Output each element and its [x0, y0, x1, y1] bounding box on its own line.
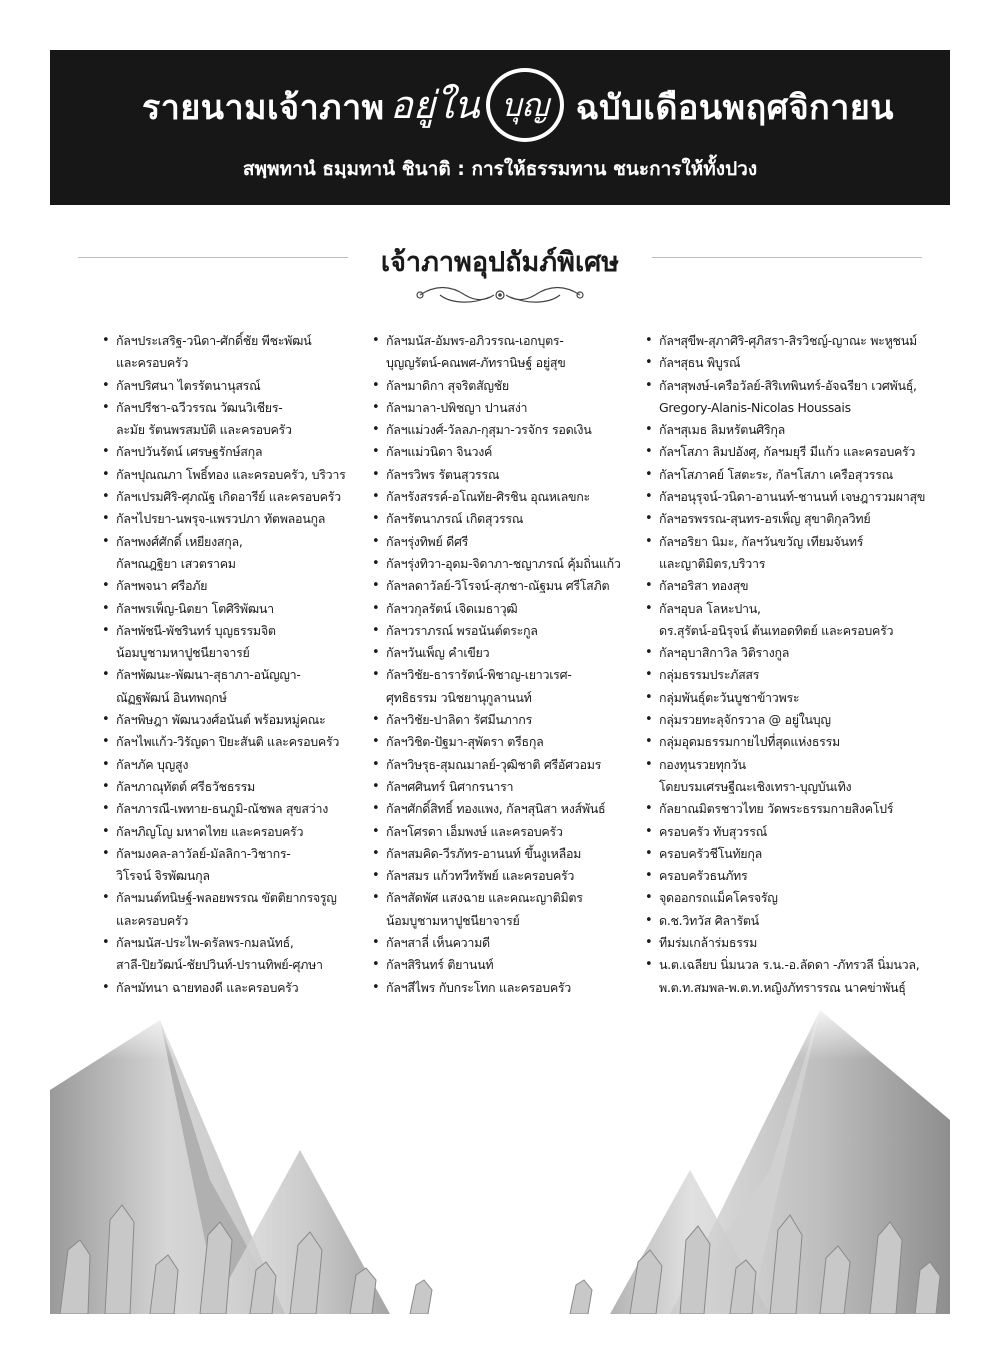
logo: [378, 64, 588, 144]
donor-entry-line: • กัลฯสมร แก้วทวีทรัพย์ และครอบครัว: [386, 868, 575, 884]
donor-entry-line: • กัลฯพัฒนะ-พัฒนา-สุธาภา-อนัญญา-: [116, 667, 301, 683]
donor-entry: [372, 887, 640, 932]
donor-entry-line: • กัลฯสุพงษ์-เครือวัลย์-สิริเทพินทร์-อัจฉรียา เวศพันธุ์,: [659, 377, 917, 393]
donor-entry: [372, 843, 640, 865]
donor-entry: [645, 664, 955, 686]
donor-entry: [645, 531, 955, 576]
donor-entry: [372, 375, 640, 397]
donor-entry-line: พ.ต.ท.สมพล-พ.ต.ท.หญิงภัทรารรณ นาคข่าพันธุ์: [659, 979, 906, 995]
donor-entry-line: • กัลฯโสภาคย์ โสตะระ, กัลฯโสภา เครือสุวรรณ: [659, 466, 893, 482]
donor-entry-line: • กองทุนรวยทุกวัน: [659, 756, 746, 772]
donor-entry: [102, 664, 364, 709]
donor-entry-line: • ด.ช.วิทวัส ศิลารัตน์: [659, 912, 759, 928]
donor-entry-line: • กัลฯสิรินทร์ ติยานนท์: [386, 957, 494, 973]
donor-entry-line: • กัลฯสุธน พิบูรณ์: [659, 355, 741, 371]
donor-entry-line: • ครอบครัว ทับสุวรรณ์: [659, 823, 767, 839]
donor-entry-line: • กัลฯสาลี่ เห็นความดี: [386, 935, 490, 951]
donor-entry-line: • กัลฯอรพรรณ-สุนทร-อรเพ็ญ สุขาติกุลวิทย์: [659, 511, 871, 527]
donor-entry-line: • ครอบครัวธนภัทร: [659, 868, 748, 884]
donor-entry-line: • กัลฯสุเมธ ลิมหรัตนศิริกุล: [659, 422, 785, 438]
donor-entry-line: น้อมบูชามหาปูชนียาจารย์: [116, 645, 250, 661]
donor-entry: [102, 330, 364, 375]
donor-entry-line: กัลฯณฎฐิยา เสวตราคม: [116, 555, 236, 571]
donor-entry: [372, 798, 640, 820]
donor-entry-line: • กัลฯวิชิต-ปัฐมา-สุพัตรา ตรีธกุล: [386, 734, 544, 750]
donor-entry-line: • กัลฯพรเพ็ญ-นิตยา โตศิริพัฒนา: [116, 600, 274, 616]
donor-entry: [645, 352, 955, 374]
donor-entry: [102, 887, 364, 932]
donor-entry-line: • กัลฯศศินทร์ นิศากรนารา: [386, 778, 514, 794]
donor-entry-line: • กัลฯสมคิด-วีรภัทร-อานนท์ ขึ้นงูเหลือม: [386, 845, 582, 861]
donor-entry: [645, 821, 955, 843]
donor-entry-line: • กัลฯปรีชา-ฉวีวรรณ วัฒนวิเชียร-: [116, 399, 283, 415]
donor-entry: [645, 486, 955, 508]
donor-entry-line: • กัลฯพงศ์ศักดิ์ เหยียงสกุล,: [116, 533, 243, 549]
donor-entry-line: • กัลฯรังสรรค์-อโณทัย-ศิรชิน อุณหเลขกะ: [386, 489, 590, 505]
donor-entry-line: • ทีมร่มเกล้าร่มธรรม: [659, 935, 758, 951]
donor-list-column-3: [645, 330, 955, 999]
donor-entry: [372, 664, 640, 709]
donor-entry-line: • กัลฯสีไพร กับกระโทก และครอบครัว: [386, 979, 572, 995]
donor-entry: [645, 865, 955, 887]
donor-entry-line: • กัลฯสุขีพ-สุภาศิริ-ศุภิสรา-สิรวิชญ์-ญาณะ พะหูชนม์: [659, 333, 917, 348]
donor-entry-line: • กัลฯรุ่งทิพย์ ดีศรี: [386, 533, 469, 549]
donor-entry-line: • กัลฯอริสา ทองสุข: [659, 578, 749, 594]
donor-entry-line: • กัลฯสัดพัศ แสงฉาย และคณะญาติมิตร: [386, 890, 583, 906]
donor-entry-line: • กัลฯศักดิ์สิทธิ์ ทองแพง, กัลฯสุนิสา หงส์พันธ์: [386, 801, 606, 817]
donor-entry-line: • กัลฯไปรยา-นพรุจ-แพรวปภา ทัตพลอนกูล: [116, 511, 326, 527]
donor-entry: [372, 754, 640, 776]
donor-entry: [645, 910, 955, 932]
donor-entry: [372, 486, 640, 508]
donor-entry: [372, 642, 640, 664]
donor-entry: [102, 843, 364, 888]
donor-entry-line: ดร.สุรัตน์-อนิรุจน์ ต้นเทอดทิตย์ และครอบครัว: [659, 622, 894, 638]
donor-entry: [102, 508, 364, 530]
donor-entry: [372, 598, 640, 620]
donor-entry: [372, 508, 640, 530]
donor-entry-line: • กัลฯมนัส-ประไพ-ดรัลพร-กมลนัทธ์,: [116, 935, 294, 951]
donor-entry-line: • กลุ่มรวยทะลุจักรวาล @ อยู่ในบุญ: [659, 712, 831, 728]
donor-entry-line: ณัฏฐพัฒน์ อินทพฤกษ์: [116, 689, 227, 705]
donor-entry-line: • กัลฯแม่วงศ์-วัลลภ-กุสุมา-วรจักร รอดเงิน: [386, 422, 592, 438]
donor-entry: [372, 932, 640, 954]
header-banner: [50, 50, 950, 205]
donor-entry: [645, 330, 955, 352]
donor-entry-line: • กัลฯประเสริฐ-วนิดา-ศักดิ์ชัย พีชะพัฒน์: [116, 333, 312, 348]
donor-entry: [372, 553, 640, 575]
donor-entry-line: ศุทธิธรรม วนิชยานุกูลานนท์: [386, 689, 532, 705]
donor-entry: [102, 486, 364, 508]
donor-entry: [102, 776, 364, 798]
donor-entry: [372, 620, 640, 642]
donor-entry-line: • กัลฯปริศนา ไตรรัตนานุสรณ์: [116, 377, 261, 393]
donor-entry: [645, 798, 955, 820]
donor-entry: [102, 932, 364, 977]
donor-entry: [102, 977, 364, 999]
donor-entry: [645, 843, 955, 865]
logo-text: อยู่ใน: [390, 83, 480, 127]
donor-entry: [372, 977, 640, 999]
donor-entry-line: • กัลฯพิษฎา พัฒนวงศ์อนันต์ พร้อมหมู่คณะ: [116, 712, 326, 728]
donor-entry-line: • กัลฯภาณุทัตต์ ศรีธวัชธรรม: [116, 778, 255, 794]
donor-entry-line: • กัลฯรุ่งทิวา-อุดม-จิดาภา-ชญาภรณ์ คุ้มถิ่นแก้ว: [386, 555, 621, 571]
donor-entry-line: • กัลฯวันเพ็ญ คำเขียว: [386, 645, 490, 661]
donor-entry: [645, 687, 955, 709]
donor-entry: [645, 731, 955, 753]
crystal-pyramids-scenery-icon: [50, 1000, 950, 1314]
logo-circle-text: บุญ: [501, 85, 549, 124]
donor-entry-line: • กัลฯภัค บุญสูง: [116, 756, 189, 772]
donor-entry-line: วิโรจน์ จิรพัฒนกุล: [116, 868, 210, 884]
donor-entry: [102, 531, 364, 576]
header-title-left: รายนามเจ้าภาพ: [142, 88, 385, 128]
donor-entry-line: • กัลฯมาดิกา สุจริตสัญชัย: [386, 377, 509, 393]
donor-entry-line: • กัลฯแม่วนิดา จินวงค์: [386, 444, 493, 460]
donor-entry-line: • กัลฯมนต์ทนิษฐ์-พลอยพรรณ ขัตติยากรจรูญ: [116, 890, 337, 906]
donor-entry-line: โดยบรมเศรษฐีณะเชิงเทรา-บุญบันเทิง: [659, 778, 852, 794]
donor-entry: [372, 397, 640, 419]
donor-entry: [102, 821, 364, 843]
donor-entry-line: • น.ต.เฉลียบ นิ่มนวล ร.น.-อ.ลัดดา -ภัทรวลี นิ่มนวล,: [659, 957, 920, 973]
donor-entry: [372, 731, 640, 753]
donor-entry: [372, 821, 640, 843]
donor-entry: [102, 464, 364, 486]
donor-entry-line: • กัลฯวิชัย-ปาลิดา รัศมีนภากร: [386, 712, 532, 728]
donor-entry: [645, 375, 955, 420]
donor-entry: [372, 464, 640, 486]
donor-entry-line: • กลุ่มธรรมประภัสสร: [659, 667, 760, 683]
donor-entry-line: • กัลฯมัทนา ฉายทองดี และครอบครัว: [116, 979, 299, 995]
donor-entry: [372, 575, 640, 597]
donor-entry: [102, 575, 364, 597]
donor-list-column-1: [102, 330, 364, 999]
donor-entry: [645, 464, 955, 486]
donor-entry-line: • กัลฯปวันรัตน์ เศรษฐรักษ์สกุล: [116, 444, 263, 460]
donor-entry-line: • กัลฯภารณี-เพทาย-ธนภูมิ-ณัชพล สุขสว่าง: [116, 801, 328, 817]
donor-entry: [645, 575, 955, 597]
header-subtitle: สพฺพทานํ ธมฺมทานํ ชินาติ : การให้ธรรมทาน ชนะการให้ทั้งปวง: [242, 158, 758, 180]
donor-entry: [645, 508, 955, 530]
donor-entry: [645, 709, 955, 731]
donor-entry-line: • กัลฯอริยา นิมะ, กัลฯวันขวัญ เทียมจันทร์: [659, 533, 864, 549]
donor-entry-line: • กัลฯไพแก้ว-วิรัญดา ปิยะสันติ และครอบครัว: [116, 734, 340, 750]
donor-entry-line: • กัลฯภิญโญ มหาดไทย และครอบครัว: [116, 823, 304, 839]
donor-entry: [645, 954, 955, 999]
section-title: เจ้าภาพอุปถัมภ์พิเศษ: [380, 247, 620, 278]
donor-entry: [102, 441, 364, 463]
donor-entry: [102, 375, 364, 397]
donor-entry-line: บุญญรัตน์-คณพศ-ภัทรานิษฐ์ อยู่สุข: [386, 355, 566, 371]
donor-entry-line: • จุดออกรถแม็คโครจรัญ: [659, 890, 778, 906]
donor-entry-line: • กัลฯมนัส-อัมพร-อภิวรรณ-เอกบุตร-: [386, 333, 564, 348]
donor-entry-line: และญาติมิตร,บริวาร: [659, 555, 766, 571]
donor-entry: [372, 776, 640, 798]
donor-entry: [645, 598, 955, 643]
donor-entry-line: • กัลฯรัตนาภรณ์ เกิดสุวรรณ: [386, 511, 524, 527]
scroll-flourish-icon: [410, 283, 590, 307]
donor-entry-line: • กัลฯโสภา ลิมปอังศุ, กัลฯมยุรี มีแก้ว และครอบครัว: [659, 444, 916, 460]
donor-entry: [645, 887, 955, 909]
donor-entry: [102, 397, 364, 442]
donor-entry: [102, 709, 364, 731]
donor-list-column-2: [372, 330, 640, 999]
donor-entry: [372, 865, 640, 887]
donor-entry-line: • กัลฯมงคล-ลาวัลย์-มัลลิกา-วิชากร-: [116, 845, 291, 861]
donor-entry: [645, 642, 955, 664]
donor-entry-line: • กัลฯพัชนี-พัชรินทร์ บุญธรรมจิต: [116, 622, 276, 638]
donor-entry: [645, 441, 955, 463]
donor-entry-line: • กัลฯปุณณภา โพธิ์ทอง และครอบครัว, บริวาร: [116, 466, 346, 482]
donor-entry-line: • กัลฯวกุลรัตน์ เจิดเมธาวุฒิ: [386, 600, 518, 616]
donor-entry: [645, 754, 955, 799]
donor-entry: [102, 620, 364, 665]
section-divider-right: [652, 257, 922, 258]
donor-entry-line: • กัลฯวิษรุธ-สุมณมาลย์-วุฒิชาติ ศรีอัศวอมร: [386, 756, 602, 772]
donor-entry-line: • กัลฯอุบล โลหะปาน,: [659, 600, 761, 616]
donor-entry-line: • กลุ่มพันธุ์ตะวันบูชาข้าวพระ: [659, 689, 800, 705]
donor-entry: [102, 754, 364, 776]
donor-entry-line: สาลี-ปิยวัฒน์-ชัยปวินท์-ปรานทิพย์-ศุภษา: [116, 957, 323, 973]
donor-entry-line: • กัลฯพจนา ศรีอภัย: [116, 578, 208, 594]
donor-entry: [645, 932, 955, 954]
header-title-right: ฉบับเดือนพฤศจิกายน: [575, 88, 894, 128]
donor-entry: [372, 419, 640, 441]
donor-entry-line: • กัลฯเปรมศิริ-ศุภณัฐ เกิดอารีย์ และครอบครัว: [116, 489, 341, 505]
donor-entry-line: • กัลฯอนุรุจน์-วนิดา-อานนท์-ชานนท์ เจษฎารวมผาสุข: [659, 489, 926, 505]
donor-entry-line: • กัลฯวิชัย-ธารารัตน์-พิชาญ-เยาวเรศ-: [386, 667, 572, 683]
donor-entry-line: • กัลฯมาลา-ปพิชญา ปานสง่า: [386, 399, 528, 415]
donor-entry-line: • กัลฯรวิพร รัตนสุวรรณ: [386, 466, 500, 482]
donor-entry: [372, 531, 640, 553]
donor-entry-line: • กลุ่มอุดมธรรมกายไปที่สุดแห่งธรรม: [659, 734, 840, 750]
donor-entry-line: ละมัย รัตนพรสมบัติ และครอบครัว: [116, 422, 292, 438]
donor-entry: [372, 441, 640, 463]
donor-entry: [372, 709, 640, 731]
donor-entry-line: • กัลฯวราภรณ์ พรอนันต์ตระกูล: [386, 622, 538, 638]
donor-entry-line: • กัลยาณมิตรชาวไทย วัดพระธรรมกายสิงคโปร์: [659, 801, 894, 817]
donor-entry: [372, 330, 640, 375]
donor-entry-line: • กัลฯลดาวัลย์-วิโรจน์-สุภชา-ณัฐมน ศรีโสภิต: [386, 578, 610, 594]
donor-entry: [102, 798, 364, 820]
donor-entry-line: • ครอบครัวชีโนทัยกุล: [659, 845, 762, 861]
donor-entry-line: น้อมบูชามหาปูชนียาจารย์: [386, 912, 520, 928]
donor-entry-line: และครอบครัว: [116, 912, 189, 928]
donor-entry-line: • กัลฯโศรดา เอ็มพงษ์ และครอบครัว: [386, 823, 563, 839]
donor-entry-line: และครอบครัว: [116, 355, 189, 371]
donor-entry: [645, 419, 955, 441]
logo-circle: [486, 68, 564, 142]
donor-entry-line: • กัลฯอุบาสิกาวิล วิติรางกูล: [659, 645, 790, 661]
donor-entry: [372, 954, 640, 976]
donor-entry: [102, 598, 364, 620]
donor-entry: [102, 731, 364, 753]
donor-entry-line: Gregory-Alanis-Nicolas Houssais: [659, 399, 851, 415]
